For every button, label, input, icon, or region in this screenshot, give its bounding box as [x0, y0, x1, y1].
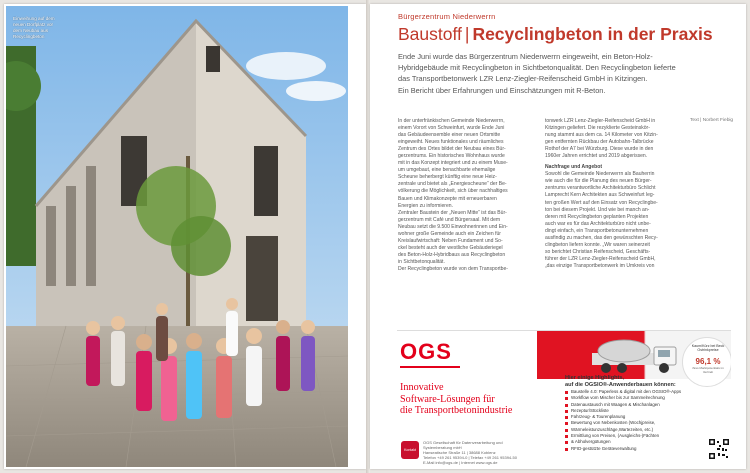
body-line: Zentrum des Ortes bildet der Neubau eines Bür-: [398, 146, 506, 153]
headline-part2: Recyclingbeton in der Praxis: [472, 24, 713, 44]
body-line: In der unterfränkischen Gemeinde Niederwerrn,: [398, 118, 505, 124]
ad-stat-circle: [682, 337, 731, 387]
body-line: zentrums verantwortliche Architekturbüro Schlicht: [545, 185, 656, 192]
body-line: des Beton-Holz-Hybridbaus aus Recyclingbeton: [398, 251, 506, 258]
ad-headline-line: Software-Lösungen für: [400, 393, 495, 405]
ad-left-panel: [397, 331, 537, 467]
body-line: Neubau setzt die 9.500 Einwohnerinnen und Ein-: [398, 223, 508, 230]
lead-line: das Transportbetonwerk LZR Lenz-Ziegler-Reifenscheid GmbH in Kitzingen.: [398, 74, 648, 84]
ad-feature-list: [565, 389, 681, 452]
body-line: clingbeton liefern konnte. „Wir waren seinerzeit: [545, 241, 650, 248]
body-line: Kitzingen geliefert. Die rezyklierte Gesteinskör-: [545, 125, 650, 132]
company-line: OGS Gesellschaft für Datenverarbeitung und: [423, 440, 503, 445]
body-line: ton bei diesem Projekt. Und wie bei manch an-: [545, 206, 650, 213]
ad-feature-item: Wärmeleistunzuschläge,Wartezeiten, etc.): [565, 427, 681, 433]
body-line: führer der LZR Lenz-Ziegler-Reifenscheid GmbH,: [545, 255, 656, 262]
circle-percent: 96,1 %: [695, 357, 721, 366]
circle-top-text: Kaum/Kürz bei Beck Ostrinkpreise: [691, 344, 725, 353]
body-line: Der Recyclingbeton wurde von dem Transportbe-: [398, 265, 508, 272]
body-line: Bauen und Klimakonzepte mit erneuerbaren: [398, 195, 497, 202]
author-credit: Text | Norbert Fiebig: [690, 118, 734, 123]
body-line: zentrale und bietet als „Energiescheune“ der Be-: [398, 181, 507, 188]
ad-headline-line: die Transportbetonindustrie: [400, 405, 513, 416]
article-lead: [398, 51, 718, 96]
body-line: um umgebaut, eine benachbarte ehemalige: [398, 167, 496, 174]
photo-caption: [13, 16, 71, 40]
ad-subhead-line: auf die OGSIO®-Anwenderbauen können:: [565, 381, 676, 388]
ad-subhead: [565, 375, 676, 388]
body-line: dingt einfach, ein Transportbetonunternehmen: [545, 227, 649, 234]
body-line: so berichtet Christian Reifenscheid, Geschäfts-: [545, 248, 651, 255]
body-line: tonwerk LZR Lenz-Ziegler-Reifenscheid GmbH in: [545, 118, 656, 124]
ogs-advertisement[interactable]: [397, 330, 731, 467]
ad-feature-item: Ermittlung von Preisen, (Ausgleichs-)Fächten: [565, 433, 681, 439]
body-line: Lamprecht Kern Architekten aus Schweinfurt leg-: [545, 192, 655, 199]
right-page: [370, 4, 746, 469]
left-page: [4, 4, 366, 469]
body-line: Rothof der A7 bei Würzburg. Diese wurde in den: [545, 146, 654, 153]
company-line: Hanseatische Straße 11 | 38688 Koblenz: [423, 450, 496, 455]
ad-subhead-line: Hier einige Highlights,: [565, 375, 625, 381]
ad-feature-item: Rezeptur/Stückliste: [565, 408, 681, 414]
ad-company-info: [423, 440, 543, 465]
lead-line: Hybridgebäude mit Recyclingbeton in Sichtbetonqualität. Den Recyclingbeton lieferte: [398, 63, 676, 73]
body-line: „das einzige Transportbetonwerk im Umkreis von: [545, 262, 655, 269]
body-line: Scheune beherbergt künftig eine neue Heiz-: [398, 174, 497, 181]
body-line: völkerung die Möglichkeit, sich über nachhaltiges: [398, 188, 508, 195]
body-line: ausfindig zu machen, das den gewünschten Recy-: [545, 234, 658, 241]
circle-sub-text: ihres Marktpotentials im Vertrieb: [692, 366, 724, 374]
headline-separator: |: [464, 24, 470, 44]
article-headline: [398, 24, 713, 45]
body-line: wie auch die für die Planung des neuen Bürger-: [545, 178, 652, 185]
ad-feature-item: RFID-gestützte Geräteverwaltung: [565, 446, 681, 452]
ad-headline-line: Innovative: [400, 382, 444, 393]
ad-feature-item: Workflow vom Mischer bis zur Sammelrechnung: [565, 395, 681, 401]
caption-line: dem Neubau aus: [13, 28, 48, 33]
cover-photo: [6, 6, 348, 467]
company-line: E-Mail info@ogs.de | Internet www.ogs.de: [423, 460, 498, 465]
body-line: das Gebäudeensemble einer neuen Ortsmitte: [398, 132, 501, 139]
body-column-1: [398, 118, 538, 273]
headline-part1: Baustoff: [398, 24, 462, 44]
body-line: Zentraler Baustein der „Neuen Mitte“ ist das Bür-: [398, 209, 507, 216]
body-line: ten großen Wert auf den Einsatz von Recyclingbe-: [545, 199, 658, 206]
body-line: Energien zu informieren.: [398, 202, 453, 209]
lead-line: Ein Bericht über Erfahrungen und Einschätzungen mit R-Beton.: [398, 85, 606, 95]
body-line: nung stammt aus dem ca. 14 Kilometer von Kitzin-: [545, 132, 658, 139]
ogs-logo: OGS: [400, 339, 452, 364]
ad-feature-item: Bewertung von Nebenkosten (Wochjpreise,: [565, 420, 681, 426]
article-kicker: Bürgerzentrum Niederwerrn: [398, 12, 496, 21]
body-line: in Sichtbetonqualität.: [398, 258, 445, 265]
concrete-truck-icon: [592, 337, 682, 377]
ad-feature-item: Baustelle 4.0: Paperless & digital mit den OGSIO®-Apps: [565, 389, 681, 395]
caption-line: Einweihung auf dem: [13, 16, 55, 21]
body-line: mit in das Konzept integriert und zu einem Muse-: [398, 160, 508, 167]
qr-code-icon[interactable]: [709, 439, 729, 459]
caption-line: Recyclingbeton: [13, 34, 45, 39]
body-line: einem Vorort von Schweinfurt, wurde Ende Juni: [398, 125, 505, 132]
ad-headline: [400, 382, 512, 417]
section-subhead: Nachfrage und Angebot: [545, 164, 603, 171]
ad-feature-item: & Abholvergütungen: [565, 439, 681, 445]
body-line: 1960er Jahren errichtet und 2019 abgerissen.: [545, 153, 648, 160]
lead-line: Ende Juni wurde das Bürgerzentrum Niederwerrn eingeweiht, ein Beton-Holz-: [398, 52, 653, 61]
contact-badge: Kontakt: [401, 441, 419, 459]
photo-illustration: [6, 6, 348, 467]
body-line: eingeweiht. Neues funktionales und räumliches: [398, 139, 504, 146]
body-line: ckel besteht auch der westliche Gebäuderiegel: [398, 244, 503, 251]
company-line: Telefon +49 261 95394-0 | Telefax +49 261 95394-50: [423, 455, 517, 460]
caption-line: neuen Dorfplatz vor: [13, 22, 54, 27]
body-line: gerzentrum mit Café und Bürgersaal. Mit dem: [398, 216, 501, 223]
company-line: Systemberatung mbH: [423, 445, 462, 450]
body-line: deren mit Recyclingbeton geplanten Projekten: [545, 213, 649, 220]
body-line: Sowohl die Gemeinde Niederwerrn als Bauherrin: [545, 171, 655, 178]
body-line: auch war es für das Architekturbüro nicht unbe-: [545, 220, 651, 227]
ad-feature-item: Datenaustausch mit Waagen & Mischanlagen: [565, 402, 681, 408]
body-line: Kreislaufwirtschaft: Neben Fundament und So-: [398, 237, 503, 244]
body-column-2: [545, 118, 685, 270]
body-line: gen entfernten Rückbau der Autobahn-Talbrücke: [545, 139, 654, 146]
body-line: wohner große Gemeinde auch ein Zeichen für: [398, 230, 501, 237]
body-line: gerzentrums. Ein historisches Wohnhaus wurde: [398, 153, 505, 160]
ad-feature-item: Fahrzeug- & Tourenplanung: [565, 414, 681, 420]
